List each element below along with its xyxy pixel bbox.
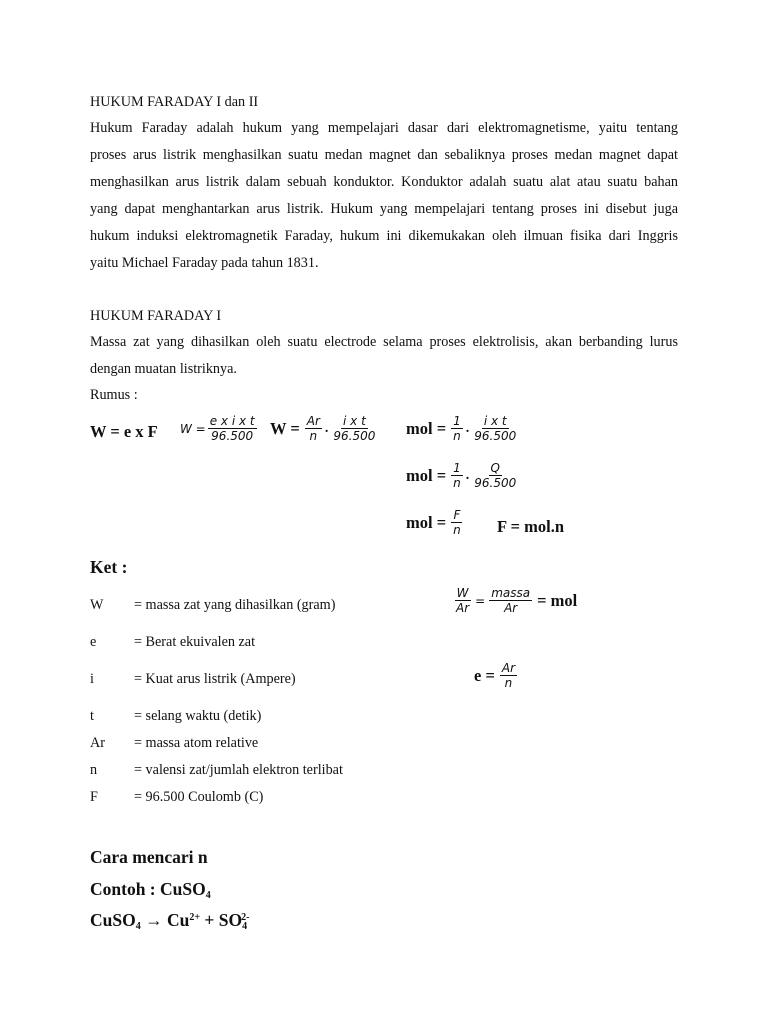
ket-symbol: i <box>90 671 94 687</box>
formula-w-e-f: W = e x F <box>90 422 158 441</box>
paragraph-line: yang dapat menghantarkan arus listrik. Hukum yang mempelajari tentang proses ini disebut juga <box>90 201 678 217</box>
fraction-denominator: Ar <box>456 601 470 615</box>
paragraph-line: yaitu Michael Faraday pada tahun 1831. <box>90 255 319 271</box>
equation-part: → Cu <box>140 910 190 930</box>
ket-symbol: n <box>90 762 98 778</box>
fraction-denominator: 96.500 <box>474 429 517 443</box>
fraction-numerator: Ar <box>306 414 320 428</box>
fraction <box>451 414 463 443</box>
fraction <box>305 414 322 443</box>
fraction-denominator: n <box>453 476 461 490</box>
formula-lhs: mol = <box>406 465 447 485</box>
page-title: HUKUM FARADAY I dan II <box>90 94 259 110</box>
formula-mol-3 <box>406 508 465 537</box>
paragraph-line: Massa zat yang dihasilkan oleh suatu electrode selama proses elektrolisis, akan berbanding lurus <box>90 334 678 350</box>
formula-w-eit <box>180 414 259 443</box>
fraction-numerator: F <box>453 508 461 522</box>
multiply-dot: . <box>324 420 329 436</box>
ket-symbol: t <box>90 708 94 724</box>
fraction-numerator: i x t <box>343 414 366 428</box>
fraction-numerator: e x i x t <box>209 414 255 428</box>
fraction <box>454 586 471 615</box>
paragraph-line: menghasilkan arus listrik dalam sebuah konduktor. Konduktor adalah suatu alat atau suatu bahan <box>90 174 678 190</box>
multiply-dot: . <box>465 467 470 483</box>
formula-f-mol-n: F = mol.n <box>497 517 564 536</box>
formula-mol-2 <box>406 461 520 490</box>
ket-symbol: e <box>90 634 97 650</box>
fraction <box>489 586 532 615</box>
fraction <box>208 414 257 443</box>
ket-description: = Berat ekuivalen zat <box>134 634 256 650</box>
contoh-line <box>90 879 211 901</box>
paragraph-line: dengan muatan listriknya. <box>90 361 237 377</box>
multiply-dot: . <box>465 420 470 436</box>
subscript: 4 <box>205 890 211 901</box>
fraction-numerator: massa <box>491 586 531 600</box>
formula-mol-1 <box>406 414 520 443</box>
cara-title: Cara mencari n <box>90 847 208 867</box>
ionization-equation <box>90 910 249 932</box>
fraction-numerator: i x t <box>483 414 507 428</box>
fraction <box>472 461 518 490</box>
contoh-label: Contoh : CuSO <box>90 879 206 899</box>
fraction-numerator: W <box>456 586 469 600</box>
ket-title: Ket : <box>90 557 128 577</box>
fraction-denominator: n <box>453 523 461 537</box>
formula-lhs: W = <box>180 421 206 436</box>
fraction <box>451 461 463 490</box>
ket-symbol: W <box>90 597 104 613</box>
rumus-label: Rumus : <box>90 387 138 403</box>
formula-w-ar <box>270 414 379 443</box>
fraction-numerator: 1 <box>453 414 461 428</box>
paragraph-line: proses arus listrik menghasilkan suatu medan magnet dan sebaliknya proses medan magnet dapat <box>90 147 678 163</box>
fraction <box>500 661 517 690</box>
superscript: 2- <box>241 912 250 923</box>
formula-mol-ratio <box>452 586 577 615</box>
fraction <box>331 414 377 443</box>
ket-description: = 96.500 Coulomb (C) <box>134 789 264 805</box>
fraction-denominator: 96.500 <box>474 476 517 490</box>
subscript: 4 <box>135 921 141 932</box>
superscript: 2+ <box>189 912 201 923</box>
fraction <box>451 508 463 537</box>
subscript: 4 <box>242 921 248 932</box>
formula-rhs: = mol <box>537 590 578 610</box>
equation-part: CuSO <box>90 910 136 930</box>
ket-symbol: Ar <box>90 735 105 751</box>
fraction-denominator: 96.500 <box>211 429 254 443</box>
ket-description: = selang waktu (detik) <box>134 708 262 724</box>
formula-lhs: W = <box>270 418 300 438</box>
fraction-numerator: Q <box>490 461 500 475</box>
formula-lhs: mol = <box>406 418 447 438</box>
paragraph-line: hukum induksi elektromagnetik Faraday, hukum ini dikemukakan oleh ilmuan fisika dari Inggris <box>90 228 678 244</box>
paragraph-line: Hukum Faraday adalah hukum yang mempelajari dasar dari elektromagnetisme, yaitu tentang <box>90 120 678 136</box>
section-heading: HUKUM FARADAY I <box>90 308 222 324</box>
ket-description: = Kuat arus listrik (Ampere) <box>134 671 296 687</box>
ket-symbol: F <box>90 789 98 805</box>
fraction <box>472 414 518 443</box>
equation-part: + SO <box>200 910 243 930</box>
fraction-numerator: 1 <box>453 461 461 475</box>
fraction-denominator: Ar <box>504 601 518 615</box>
ket-description: = massa atom relative <box>134 735 259 751</box>
formula-lhs: e = <box>474 665 495 685</box>
fraction-numerator: Ar <box>501 661 516 675</box>
fraction-denominator: 96.500 <box>333 429 376 443</box>
formula-lhs: mol = <box>406 512 447 532</box>
fraction-denominator: n <box>504 676 513 690</box>
fraction-denominator: n <box>453 429 461 443</box>
fraction-denominator: n <box>309 429 318 443</box>
formula-e-ar-n <box>474 661 519 690</box>
equals-sign: = <box>475 593 486 608</box>
ket-description: = valensi zat/jumlah elektron terlibat <box>134 762 343 778</box>
ket-description: = massa zat yang dihasilkan (gram) <box>134 597 336 613</box>
